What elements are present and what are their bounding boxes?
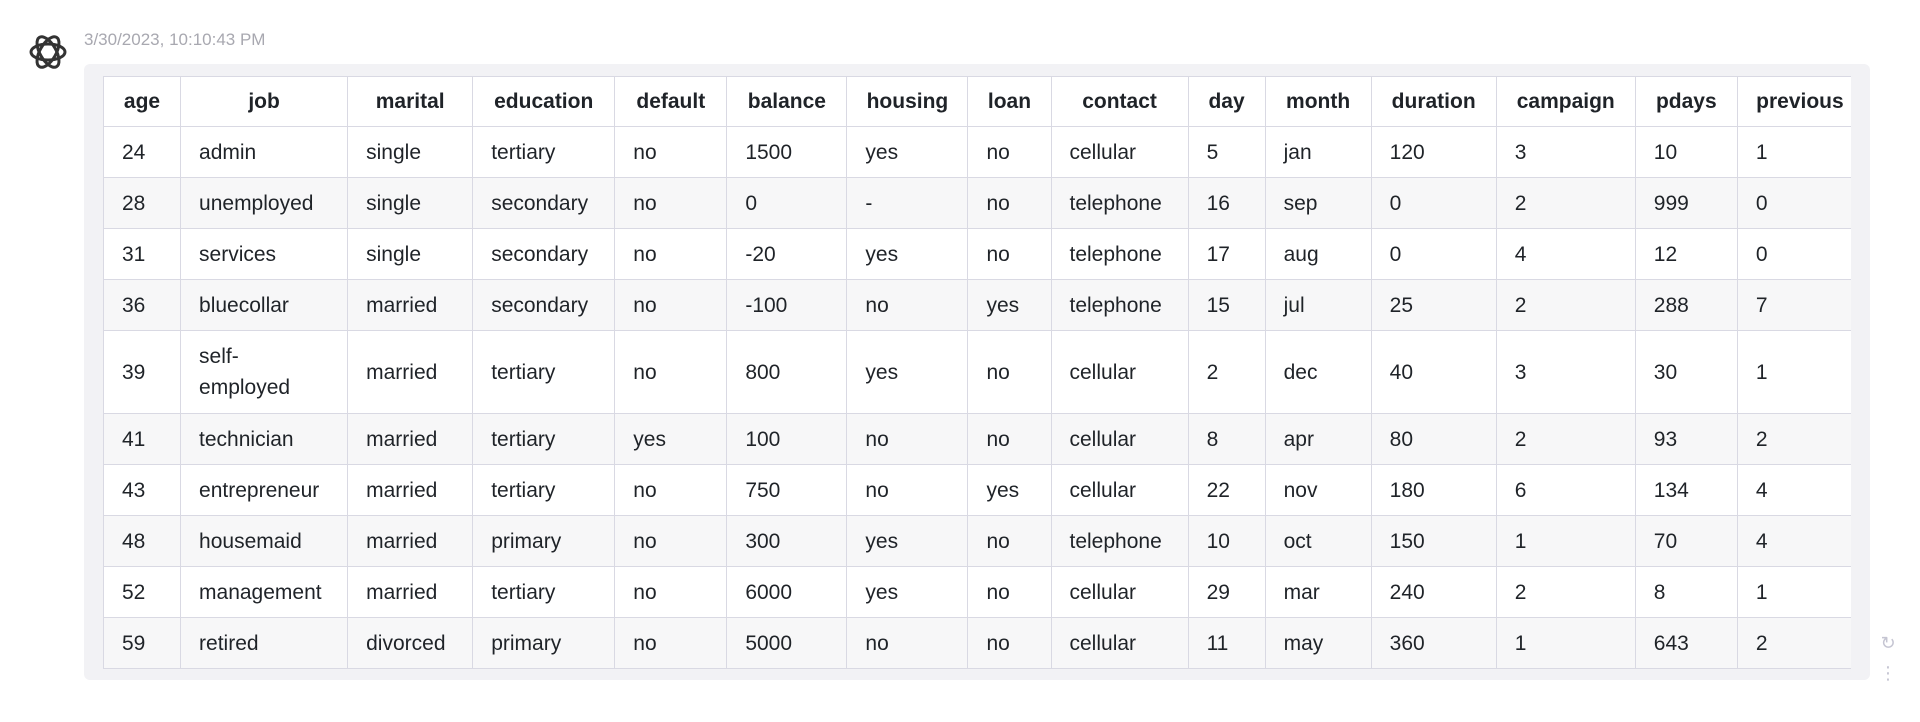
table-cell-default: no bbox=[615, 229, 727, 280]
table-row bbox=[104, 516, 1852, 567]
data-table bbox=[103, 76, 1851, 669]
table-cell-campaign: 2 bbox=[1496, 178, 1635, 229]
table-cell-balance: -100 bbox=[727, 280, 847, 331]
table-row bbox=[104, 127, 1852, 178]
table-cell-day: 10 bbox=[1188, 516, 1265, 567]
table-cell-education: tertiary bbox=[473, 127, 615, 178]
table-cell-pdays: 93 bbox=[1635, 414, 1737, 465]
table-cell-campaign: 1 bbox=[1496, 516, 1635, 567]
table-row bbox=[104, 618, 1852, 669]
table-cell-previous: 2 bbox=[1737, 414, 1851, 465]
table-cell-balance: 300 bbox=[727, 516, 847, 567]
table-row bbox=[104, 567, 1852, 618]
table-cell-duration: 40 bbox=[1371, 331, 1496, 414]
table-cell-pdays: 134 bbox=[1635, 465, 1737, 516]
table-cell-duration: 240 bbox=[1371, 567, 1496, 618]
table-cell-marital: single bbox=[348, 178, 473, 229]
table-cell-duration: 150 bbox=[1371, 516, 1496, 567]
table-row bbox=[104, 178, 1852, 229]
table-cell-age: 48 bbox=[104, 516, 181, 567]
column-header-loan: loan bbox=[968, 77, 1051, 127]
table-cell-job: services bbox=[181, 229, 348, 280]
table-cell-month: apr bbox=[1265, 414, 1371, 465]
assistant-avatar bbox=[26, 30, 70, 74]
table-row bbox=[104, 331, 1852, 414]
table-cell-loan: no bbox=[968, 618, 1051, 669]
table-cell-default: no bbox=[615, 618, 727, 669]
table-cell-loan: no bbox=[968, 567, 1051, 618]
table-cell-month: oct bbox=[1265, 516, 1371, 567]
table-cell-loan: no bbox=[968, 414, 1051, 465]
table-cell-age: 41 bbox=[104, 414, 181, 465]
table-cell-default: no bbox=[615, 567, 727, 618]
table-cell-job: bluecollar bbox=[181, 280, 348, 331]
table-cell-day: 29 bbox=[1188, 567, 1265, 618]
table-cell-loan: no bbox=[968, 127, 1051, 178]
table-cell-contact: cellular bbox=[1051, 465, 1188, 516]
table-cell-housing: no bbox=[847, 465, 968, 516]
table-cell-job: management bbox=[181, 567, 348, 618]
column-header-job: job bbox=[181, 77, 348, 127]
table-cell-contact: telephone bbox=[1051, 229, 1188, 280]
table-cell-pdays: 30 bbox=[1635, 331, 1737, 414]
table-cell-duration: 80 bbox=[1371, 414, 1496, 465]
table-cell-day: 22 bbox=[1188, 465, 1265, 516]
table-cell-marital: married bbox=[348, 465, 473, 516]
table-cell-month: jan bbox=[1265, 127, 1371, 178]
table-cell-default: no bbox=[615, 331, 727, 414]
table-cell-marital: married bbox=[348, 331, 473, 414]
table-cell-housing: no bbox=[847, 280, 968, 331]
table-container bbox=[84, 64, 1870, 680]
table-cell-month: sep bbox=[1265, 178, 1371, 229]
table-cell-pdays: 8 bbox=[1635, 567, 1737, 618]
table-cell-loan: yes bbox=[968, 280, 1051, 331]
table-cell-marital: divorced bbox=[348, 618, 473, 669]
table-cell-job: housemaid bbox=[181, 516, 348, 567]
table-cell-age: 31 bbox=[104, 229, 181, 280]
table-cell-balance: 6000 bbox=[727, 567, 847, 618]
table-cell-previous: 7 bbox=[1737, 280, 1851, 331]
column-header-previous: previous bbox=[1737, 77, 1851, 127]
table-cell-housing: - bbox=[847, 178, 968, 229]
table-cell-day: 5 bbox=[1188, 127, 1265, 178]
table-cell-previous: 0 bbox=[1737, 178, 1851, 229]
table-cell-loan: no bbox=[968, 229, 1051, 280]
table-cell-age: 52 bbox=[104, 567, 181, 618]
table-cell-contact: cellular bbox=[1051, 127, 1188, 178]
table-cell-previous: 1 bbox=[1737, 567, 1851, 618]
openai-logo-icon bbox=[26, 30, 70, 74]
table-cell-housing: yes bbox=[847, 127, 968, 178]
table-cell-balance: 750 bbox=[727, 465, 847, 516]
table-cell-age: 39 bbox=[104, 331, 181, 414]
table-cell-month: jul bbox=[1265, 280, 1371, 331]
table-scroll-area[interactable] bbox=[103, 76, 1851, 669]
table-cell-default: no bbox=[615, 127, 727, 178]
table-cell-marital: married bbox=[348, 567, 473, 618]
table-cell-month: mar bbox=[1265, 567, 1371, 618]
table-row bbox=[104, 465, 1852, 516]
table-cell-balance: 100 bbox=[727, 414, 847, 465]
column-header-education: education bbox=[473, 77, 615, 127]
table-cell-job: self-employed bbox=[181, 331, 348, 414]
table-cell-campaign: 1 bbox=[1496, 618, 1635, 669]
table-cell-previous: 2 bbox=[1737, 618, 1851, 669]
column-header-month: month bbox=[1265, 77, 1371, 127]
table-cell-education: secondary bbox=[473, 280, 615, 331]
table-cell-contact: telephone bbox=[1051, 280, 1188, 331]
table-cell-pdays: 643 bbox=[1635, 618, 1737, 669]
table-cell-job: retired bbox=[181, 618, 348, 669]
table-cell-campaign: 6 bbox=[1496, 465, 1635, 516]
table-cell-pdays: 288 bbox=[1635, 280, 1737, 331]
table-cell-balance: 0 bbox=[727, 178, 847, 229]
table-cell-education: tertiary bbox=[473, 567, 615, 618]
table-cell-campaign: 2 bbox=[1496, 280, 1635, 331]
table-cell-loan: no bbox=[968, 331, 1051, 414]
table-cell-balance: 5000 bbox=[727, 618, 847, 669]
column-header-contact: contact bbox=[1051, 77, 1188, 127]
table-cell-marital: single bbox=[348, 127, 473, 178]
column-header-duration: duration bbox=[1371, 77, 1496, 127]
table-cell-contact: cellular bbox=[1051, 567, 1188, 618]
table-cell-housing: no bbox=[847, 414, 968, 465]
table-cell-default: no bbox=[615, 465, 727, 516]
table-cell-duration: 0 bbox=[1371, 229, 1496, 280]
table-cell-duration: 120 bbox=[1371, 127, 1496, 178]
table-cell-previous: 4 bbox=[1737, 516, 1851, 567]
message-timestamp: 3/30/2023, 10:10:43 PM bbox=[84, 30, 266, 49]
table-cell-education: secondary bbox=[473, 178, 615, 229]
table-cell-age: 59 bbox=[104, 618, 181, 669]
table-cell-education: primary bbox=[473, 516, 615, 567]
table-cell-contact: cellular bbox=[1051, 331, 1188, 414]
table-cell-marital: married bbox=[348, 516, 473, 567]
table-cell-month: dec bbox=[1265, 331, 1371, 414]
table-cell-pdays: 70 bbox=[1635, 516, 1737, 567]
table-cell-education: secondary bbox=[473, 229, 615, 280]
table-cell-balance: 1500 bbox=[727, 127, 847, 178]
table-cell-contact: cellular bbox=[1051, 414, 1188, 465]
header-row bbox=[104, 77, 1852, 127]
table-cell-campaign: 2 bbox=[1496, 414, 1635, 465]
table-cell-job: technician bbox=[181, 414, 348, 465]
table-cell-pdays: 10 bbox=[1635, 127, 1737, 178]
table-cell-campaign: 3 bbox=[1496, 331, 1635, 414]
column-header-housing: housing bbox=[847, 77, 968, 127]
column-header-marital: marital bbox=[348, 77, 473, 127]
column-header-day: day bbox=[1188, 77, 1265, 127]
table-cell-balance: -20 bbox=[727, 229, 847, 280]
table-body bbox=[104, 127, 1852, 669]
table-cell-month: may bbox=[1265, 618, 1371, 669]
table-cell-loan: no bbox=[968, 516, 1051, 567]
table-cell-day: 2 bbox=[1188, 331, 1265, 414]
table-row bbox=[104, 229, 1852, 280]
table-cell-day: 8 bbox=[1188, 414, 1265, 465]
table-cell-education: tertiary bbox=[473, 414, 615, 465]
table-cell-age: 36 bbox=[104, 280, 181, 331]
table-cell-previous: 4 bbox=[1737, 465, 1851, 516]
table-cell-marital: single bbox=[348, 229, 473, 280]
table-cell-loan: no bbox=[968, 178, 1051, 229]
table-cell-pdays: 12 bbox=[1635, 229, 1737, 280]
table-cell-default: no bbox=[615, 178, 727, 229]
table-cell-balance: 800 bbox=[727, 331, 847, 414]
table-cell-campaign: 4 bbox=[1496, 229, 1635, 280]
table-cell-duration: 0 bbox=[1371, 178, 1496, 229]
message-actions bbox=[1876, 628, 1900, 688]
table-cell-housing: yes bbox=[847, 516, 968, 567]
table-cell-housing: yes bbox=[847, 229, 968, 280]
column-header-balance: balance bbox=[727, 77, 847, 127]
column-header-pdays: pdays bbox=[1635, 77, 1737, 127]
table-cell-previous: 0 bbox=[1737, 229, 1851, 280]
table-cell-age: 43 bbox=[104, 465, 181, 516]
table-cell-default: no bbox=[615, 516, 727, 567]
table-cell-education: tertiary bbox=[473, 465, 615, 516]
table-cell-pdays: 999 bbox=[1635, 178, 1737, 229]
table-cell-duration: 25 bbox=[1371, 280, 1496, 331]
table-row bbox=[104, 280, 1852, 331]
table-cell-day: 11 bbox=[1188, 618, 1265, 669]
table-row bbox=[104, 414, 1852, 465]
refresh-icon[interactable]: ↻ bbox=[1880, 633, 1896, 653]
table-cell-contact: cellular bbox=[1051, 618, 1188, 669]
table-cell-day: 15 bbox=[1188, 280, 1265, 331]
table-cell-education: tertiary bbox=[473, 331, 615, 414]
table-cell-campaign: 2 bbox=[1496, 567, 1635, 618]
table-cell-day: 16 bbox=[1188, 178, 1265, 229]
table-cell-housing: no bbox=[847, 618, 968, 669]
table-cell-marital: married bbox=[348, 280, 473, 331]
table-cell-contact: telephone bbox=[1051, 178, 1188, 229]
table-cell-duration: 360 bbox=[1371, 618, 1496, 669]
table-cell-housing: yes bbox=[847, 331, 968, 414]
table-cell-previous: 1 bbox=[1737, 331, 1851, 414]
table-cell-month: nov bbox=[1265, 465, 1371, 516]
table-cell-duration: 180 bbox=[1371, 465, 1496, 516]
table-cell-default: no bbox=[615, 280, 727, 331]
table-cell-month: aug bbox=[1265, 229, 1371, 280]
table-cell-age: 28 bbox=[104, 178, 181, 229]
table-cell-education: primary bbox=[473, 618, 615, 669]
table-cell-housing: yes bbox=[847, 567, 968, 618]
column-header-campaign: campaign bbox=[1496, 77, 1635, 127]
column-header-age: age bbox=[104, 77, 181, 127]
table-cell-loan: yes bbox=[968, 465, 1051, 516]
table-cell-job: unemployed bbox=[181, 178, 348, 229]
table-cell-job: entrepreneur bbox=[181, 465, 348, 516]
table-header bbox=[104, 77, 1852, 127]
column-header-default: default bbox=[615, 77, 727, 127]
table-cell-marital: married bbox=[348, 414, 473, 465]
table-cell-job: admin bbox=[181, 127, 348, 178]
table-cell-day: 17 bbox=[1188, 229, 1265, 280]
table-cell-default: yes bbox=[615, 414, 727, 465]
table-cell-age: 24 bbox=[104, 127, 181, 178]
table-cell-campaign: 3 bbox=[1496, 127, 1635, 178]
table-cell-contact: telephone bbox=[1051, 516, 1188, 567]
table-cell-previous: 1 bbox=[1737, 127, 1851, 178]
more-vertical-icon[interactable]: ⋮ bbox=[1879, 663, 1897, 683]
